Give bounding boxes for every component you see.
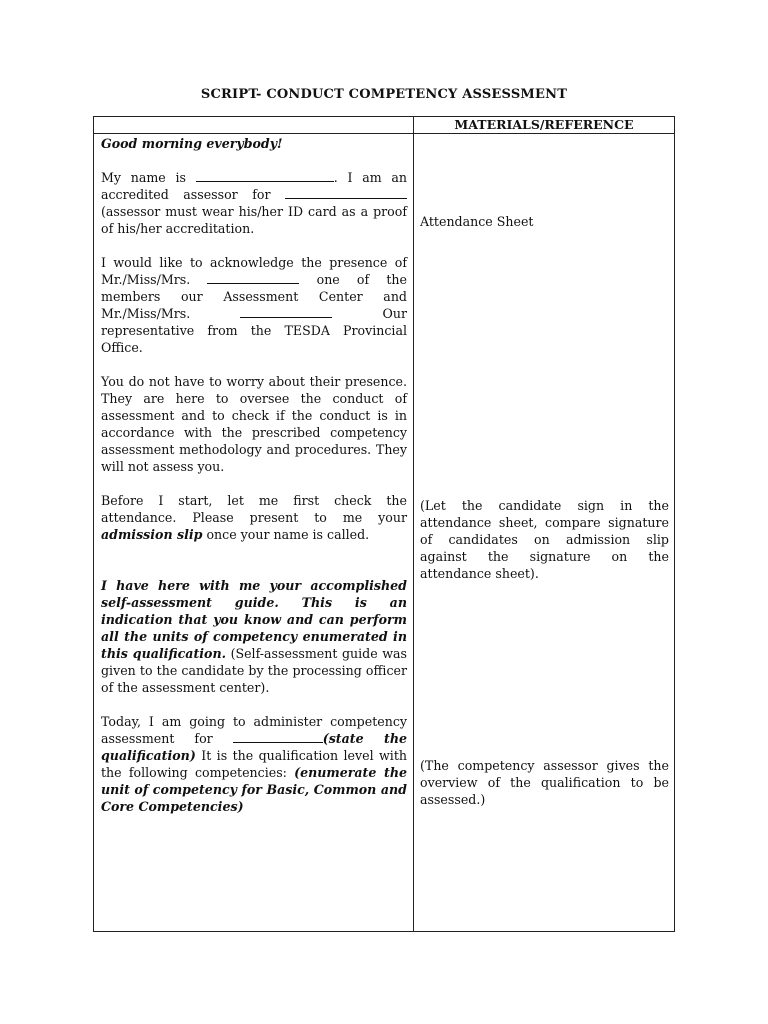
attendance-signing-note: (Let the candidate sign in the attendance sheet, compare signature of candidates on admission slip against the signature on the attendance sheet).: [420, 498, 669, 581]
self-assessment-paragraph: I have here with me your accomplished self-assessment guide. This is an indication that you know and can perform all the units of competency enumerated in this qualification. (Self-assessment guide was given to the candidate by the processing officer of the assessment center).: [101, 578, 407, 695]
script-column: [101, 135, 407, 815]
qualification-paragraph: Today, I am going to administer competency assessment for (state the qualification) It is the qualification level with the following competencies: (enumerate the unit of competency for Basic, Common and Core Competencies): [101, 714, 407, 814]
representative-name-blank: [240, 305, 332, 318]
acknowledgement-paragraph: I would like to acknowledge the presence of Mr./Miss/Mrs. one of the members our Assessment Center and Mr./Miss/Mrs. Our representative from the TESDA Provincial Office.: [101, 255, 407, 355]
materials-header: MATERIALS/REFERENCE: [454, 117, 634, 132]
state-qualification-blank: [233, 730, 323, 743]
member-name-blank: [207, 271, 299, 284]
header-divider: [94, 133, 674, 134]
attendance-paragraph: Before I start, let me first check the attendance. Please present to me your admission slip once your name is called.: [101, 493, 407, 542]
introduction-paragraph: My name is . I am an accredited assessor for (assessor must wear his/her ID card as a proof of his/her accreditation.: [101, 170, 408, 236]
greeting: Good morning everybody!: [101, 136, 283, 151]
script-table: [93, 116, 675, 932]
column-divider: [413, 117, 414, 931]
document-title: SCRIPT- CONDUCT COMPETENCY ASSESSMENT: [200, 87, 568, 102]
qualification-blank: [285, 186, 407, 199]
oversight-paragraph: You do not have to worry about their presence. They are here to oversee the conduct of assessment and to check if the conduct is in accordance with the prescribed competency assessment methodology and procedures. They will not assess you.: [101, 374, 407, 474]
qualification-overview-note: (The competency assessor gives the overview of the qualification to be assessed.): [420, 758, 669, 807]
name-blank: [196, 169, 334, 182]
attendance-sheet-reference: Attendance Sheet: [420, 214, 534, 229]
